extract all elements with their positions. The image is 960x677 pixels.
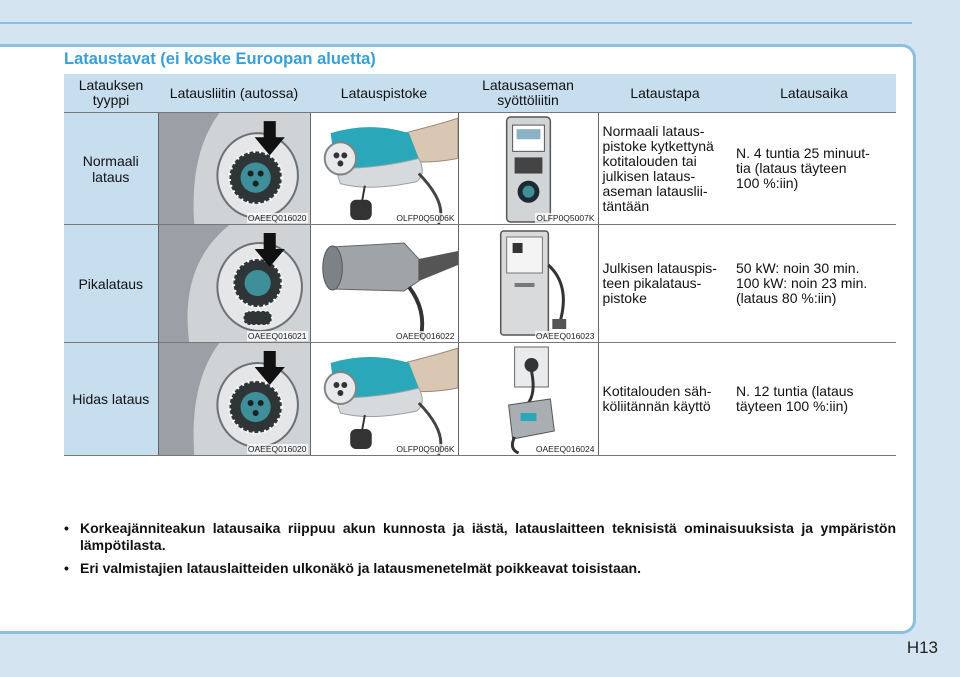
row-type-fast: Pikalataus bbox=[64, 225, 158, 343]
note-item bbox=[64, 560, 896, 577]
image-code: OLFP0Q5006K bbox=[396, 444, 455, 454]
table-row bbox=[64, 343, 896, 456]
type1-plug-photo bbox=[311, 113, 458, 224]
method-line: täntään bbox=[602, 197, 650, 214]
time-line: tia (lataus täyteen bbox=[736, 160, 847, 176]
charging-inlet-photo bbox=[159, 343, 310, 455]
header-socket: Latausaseman syöttöliitin bbox=[458, 74, 598, 113]
time-line: täyteen 100 %:iin) bbox=[736, 398, 849, 414]
inlet-image-cell bbox=[158, 343, 310, 456]
method-line: pistoke bbox=[602, 290, 647, 306]
time-line: 100 kW: noin 23 min. bbox=[736, 275, 868, 291]
time-line: N. 4 tuntia 25 minuut- bbox=[736, 145, 870, 161]
header-type: Latauksen tyyppi bbox=[64, 74, 158, 113]
table-row bbox=[64, 225, 896, 343]
wall-outlet-photo bbox=[459, 343, 598, 455]
header-method: Lataustapa bbox=[598, 74, 732, 113]
time-normal bbox=[732, 113, 896, 225]
method-slow bbox=[598, 343, 732, 456]
plug-image-cell bbox=[310, 113, 458, 225]
notes-list bbox=[64, 520, 896, 583]
table-header-row bbox=[64, 74, 896, 113]
image-code: OLFP0Q5007K bbox=[536, 213, 595, 223]
time-line: (lataus 80 %:iin) bbox=[736, 290, 837, 306]
socket-image-cell bbox=[458, 113, 598, 225]
method-line: Normaali lataus- bbox=[602, 122, 705, 139]
inlet-image-cell bbox=[158, 113, 310, 225]
method-line: Kotitalouden säh- bbox=[602, 383, 712, 399]
time-line: 100 %:iin) bbox=[736, 175, 799, 191]
table-row bbox=[64, 113, 896, 225]
header-time: Latausaika bbox=[732, 74, 896, 113]
bullet-icon: • bbox=[64, 520, 69, 536]
section-title: Lataustavat (ei koske Euroopan aluetta) bbox=[64, 50, 376, 68]
method-line: Julkisen latauspis- bbox=[602, 260, 717, 276]
header-plug: Latauspistoke bbox=[310, 74, 458, 113]
note-text: Korkeajänniteakun latausaika riippuu akun kunnosta ja iästä, latauslaitteen teknisistä ominaisuuksista ja ympäristön lämpötilasta. bbox=[80, 520, 896, 553]
socket-image-cell bbox=[458, 343, 598, 456]
page-number: H13 bbox=[906, 638, 938, 657]
method-line: köliitännän käyttö bbox=[602, 398, 711, 414]
image-code: OAEEQ016021 bbox=[247, 331, 307, 341]
note-text: Eri valmistajien latauslaitteiden ulkonäkö ja latausmenetelmät poikkeavat toisistaan. bbox=[80, 560, 641, 576]
socket-image-cell bbox=[458, 225, 598, 343]
top-rule bbox=[0, 22, 912, 24]
note-item bbox=[64, 520, 896, 554]
method-line: pistoke kytkettynä bbox=[602, 137, 714, 154]
ccs-plug-photo bbox=[311, 225, 458, 342]
method-normal bbox=[598, 113, 732, 225]
image-code: OAEEQ016023 bbox=[535, 331, 595, 341]
method-line: kotitalouden tai bbox=[602, 152, 697, 169]
image-code: OAEEQ016024 bbox=[535, 444, 595, 454]
method-fast bbox=[598, 225, 732, 343]
type1-plug-photo bbox=[311, 343, 458, 455]
image-code: OAEEQ016020 bbox=[247, 213, 307, 223]
method-line: teen pikalataus- bbox=[602, 275, 702, 291]
time-slow bbox=[732, 343, 896, 456]
plug-image-cell bbox=[310, 343, 458, 456]
time-fast bbox=[732, 225, 896, 343]
time-line: N. 12 tuntia (lataus bbox=[736, 383, 854, 399]
method-line: aseman latauslii- bbox=[602, 182, 708, 199]
row-type-slow: Hidas lataus bbox=[64, 343, 158, 456]
method-line: julkisen lataus- bbox=[602, 167, 696, 184]
header-inlet: Latausliitin (autossa) bbox=[158, 74, 310, 113]
charging-station-photo bbox=[459, 113, 598, 224]
row-type-normal: Normaali lataus bbox=[64, 113, 158, 225]
time-line: 50 kW: noin 30 min. bbox=[736, 260, 860, 276]
charging-methods-table bbox=[64, 74, 896, 456]
bullet-icon: • bbox=[64, 560, 69, 576]
fast-charger-photo bbox=[459, 225, 598, 342]
charging-inlet-photo bbox=[159, 225, 310, 342]
inlet-image-cell bbox=[158, 225, 310, 343]
image-code: OAEEQ016022 bbox=[395, 331, 455, 341]
image-code: OLFP0Q5006K bbox=[396, 213, 455, 223]
image-code: OAEEQ016020 bbox=[247, 444, 307, 454]
plug-image-cell bbox=[310, 225, 458, 343]
charging-inlet-photo bbox=[159, 113, 310, 224]
